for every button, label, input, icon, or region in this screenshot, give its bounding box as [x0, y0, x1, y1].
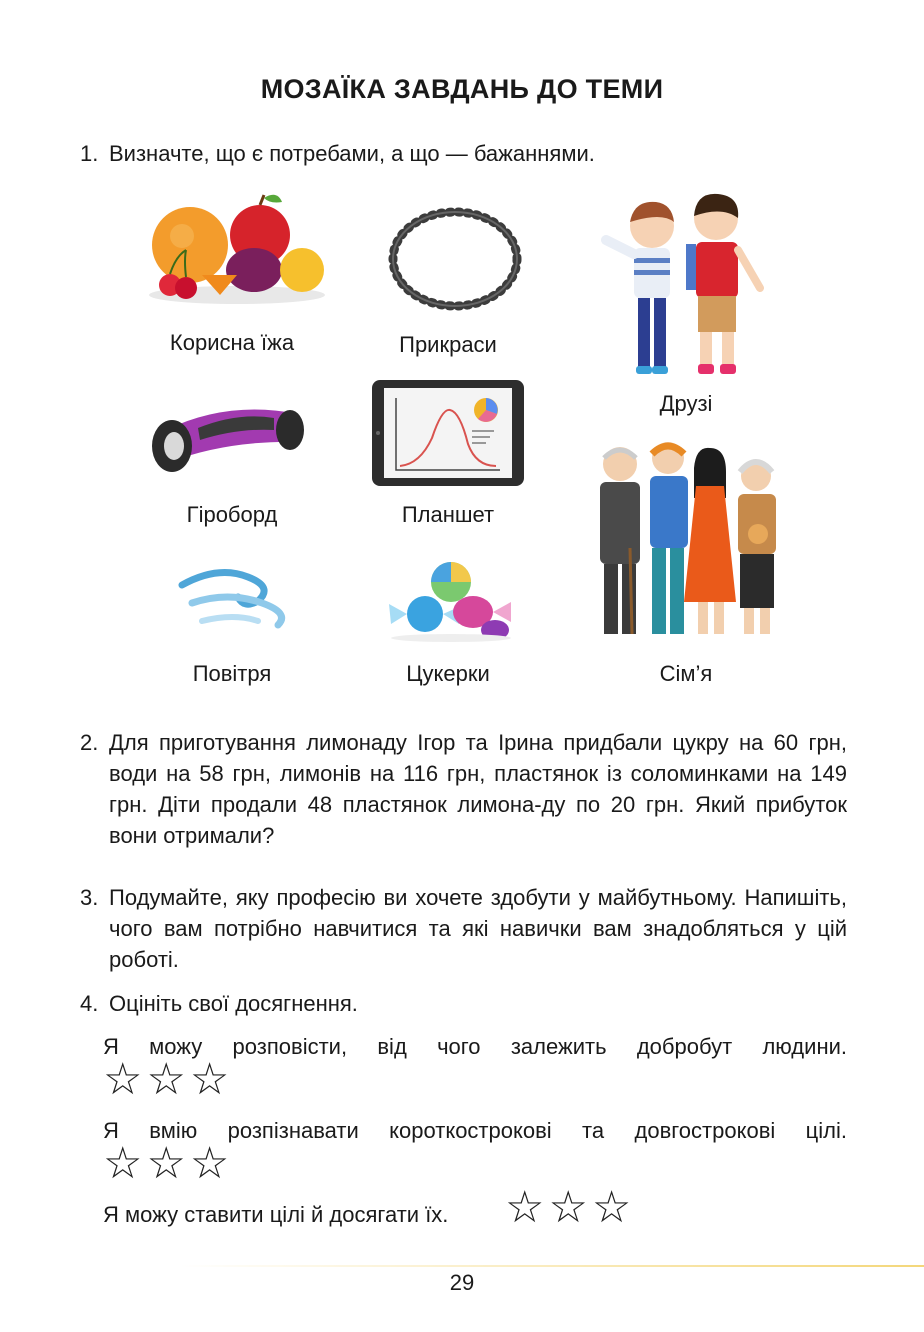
task-number: 3.	[80, 885, 99, 910]
task-3	[80, 882, 847, 975]
rating-stars-1[interactable]: ☆☆☆	[103, 1055, 234, 1104]
footer-divider	[180, 1265, 924, 1267]
task-text: Оцініть свої досягнення.	[109, 991, 358, 1016]
task-4	[80, 988, 847, 1019]
task-1	[80, 138, 860, 169]
page-number: 29	[449, 1270, 475, 1295]
task-text: Для приготування лимонаду Ігор та Ірина придбали цукру на 60 грн, води на 58 грн, лимонів на 116 грн, пластянок із соломинками на 149 грн. Діти продали 48 пластянок лимона-ду по 20 грн. Який прибуток вони отримали?	[109, 730, 847, 848]
task-number: 4.	[80, 991, 99, 1016]
task-number: 2.	[80, 730, 99, 755]
necklace-illustration	[385, 205, 525, 315]
healthy-food-illustration	[142, 190, 332, 310]
friends-illustration	[600, 188, 770, 380]
item-label-tablet: Планшет	[401, 502, 495, 527]
item-label-food: Корисна їжа	[169, 330, 295, 355]
candy-illustration	[385, 558, 517, 644]
page-title: МОЗАЇКА ЗАВДАНЬ ДО ТЕМИ	[260, 74, 664, 104]
item-label-jewelry: Прикраси	[399, 332, 497, 357]
air-wind-illustration	[178, 565, 296, 633]
hoverboard-illustration	[148, 400, 308, 478]
achievement-statement-2: Я вмію розпізнавати короткострокові та довгострокові цілі.	[103, 1118, 847, 1143]
task-text: Подумайте, яку професію ви хочете здобути у майбутньому. Напишіть, чого вам потрібно навчитися та які навички вам знадобляться у цій роботі.	[109, 885, 847, 972]
item-label-family: Сім’я	[659, 661, 713, 686]
rating-stars-2[interactable]: ☆☆☆	[103, 1139, 234, 1188]
item-label-candy: Цукерки	[406, 661, 490, 686]
item-label-air: Повітря	[192, 661, 272, 686]
item-label-hoverboard: Гіроборд	[186, 502, 278, 527]
item-label-friends: Друзі	[659, 391, 713, 416]
task-2	[80, 727, 847, 851]
achievement-statement-3: Я можу ставити цілі й досягати їх.	[103, 1202, 449, 1227]
task-number: 1.	[80, 141, 99, 166]
family-illustration	[590, 438, 786, 642]
rating-stars-3[interactable]: ☆☆☆	[505, 1183, 636, 1232]
tablet-illustration	[370, 378, 526, 488]
task-text: Визначте, що є потребами, а що — бажаннями.	[109, 141, 595, 166]
achievement-statement-1: Я можу розповісти, від чого залежить добробут людини.	[103, 1034, 847, 1059]
